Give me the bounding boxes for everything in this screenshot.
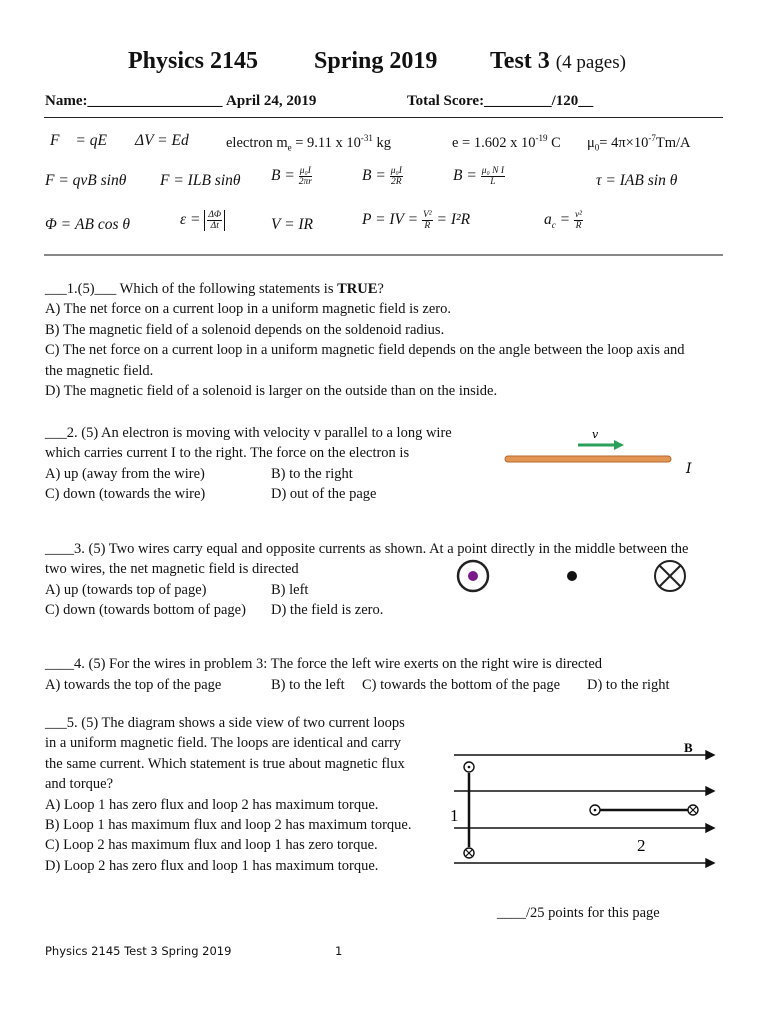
question-3-line1: ____3. (5) Two wires carry equal and opposite currents as shown. At a point directly in the middle between the — [45, 541, 689, 557]
q1-bold: TRUE — [337, 281, 378, 297]
long-wire — [505, 456, 671, 462]
field-arrow-3-icon — [706, 824, 714, 832]
field-label: B — [684, 740, 693, 755]
question-3-line2: two wires, the net magnetic field is directed — [45, 561, 299, 578]
total-score-field: Total Score:_________/120__ — [407, 93, 594, 109]
field-arrow-4-icon — [706, 859, 714, 867]
test-title — [490, 48, 626, 75]
formula-power — [362, 210, 470, 231]
power-rhs: = I²R — [436, 211, 471, 229]
question-5-option-a: A) Loop 1 has zero flux and loop 2 has maximum torque. — [45, 796, 379, 813]
formula-potential: ΔV = Ed — [135, 132, 189, 149]
question-2-line2: which carries current I to the right. The force on the electron is — [45, 445, 410, 462]
formula-wire-force: F = ILB sinθ — [160, 172, 241, 189]
question-2-option-a: A) up (away from the wire) — [45, 466, 205, 482]
question-4-option-c: C) towards the bottom of the page — [362, 677, 561, 693]
formula-emf — [180, 210, 225, 231]
formula-b-solenoid — [453, 166, 505, 187]
header-divider — [44, 117, 723, 118]
b-solenoid-den: L — [490, 177, 496, 187]
formula-b-loop — [362, 166, 403, 187]
field-arrow-2-icon — [706, 787, 714, 795]
wire-out-of-page-dot-icon — [468, 571, 478, 581]
centripetal-sub: c — [551, 220, 556, 231]
question-2-line1: ___2. (5) An electron is moving with velocity v parallel to a long wire — [45, 425, 452, 441]
b-solenoid-lhs: B = — [453, 167, 477, 185]
footer-title: Physics 2145 Test 3 Spring 2019 — [45, 944, 232, 958]
centripetal-eq: = — [555, 211, 571, 229]
question-5-option-c: C) Loop 2 has maximum flux and loop 1 has zero torque. — [45, 837, 378, 854]
velocity-arrowhead — [614, 440, 624, 450]
charge-unit: C — [547, 134, 561, 151]
question-3-option-a: A) up (towards top of page) — [45, 582, 207, 598]
two-wires-diagram — [450, 556, 720, 600]
formula-b-wire — [271, 166, 312, 187]
power-den: R — [424, 221, 431, 231]
question-1-option-d: D) The magnetic field of a solenoid is larger on the outside than on the inside. — [45, 383, 498, 400]
question-5-line4: and torque? — [45, 776, 114, 793]
power-num: V² — [422, 210, 432, 220]
q1-suffix: ? — [377, 281, 384, 297]
formula-centripetal — [544, 210, 583, 231]
question-5-line2: in a uniform magnetic field. The loops are identical and carry — [45, 735, 402, 752]
formula-lorentz: F = qvB sinθ — [45, 172, 127, 189]
page-number: 1 — [335, 944, 343, 958]
question-5-line1: ___5. (5) The diagram shows a side view of two current loops — [45, 715, 405, 731]
electron-mass-value: = 9.11 x 10 — [291, 134, 361, 151]
b-wire-lhs: B = — [271, 167, 295, 185]
question-1-option-a: A) The net force on a current loop in a uniform magnetic field is zero. — [45, 301, 451, 318]
formula-mu0 — [587, 133, 690, 153]
question-2 — [45, 423, 452, 464]
charge-exp: -19 — [535, 133, 548, 143]
formula-torque: τ = IAB sin θ — [596, 172, 678, 189]
question-5-option-b: B) Loop 1 has maximum flux and loop 2 has maximum torque. — [45, 817, 412, 834]
centripetal-num: v² — [574, 210, 583, 220]
b-loop-num: μ₀I — [390, 166, 402, 176]
mu0-symbol: μ — [587, 134, 595, 151]
electron-mass-label: electron m — [226, 134, 288, 151]
current-label: I — [686, 461, 692, 477]
b-solenoid-num: μ₀ N I — [481, 166, 505, 176]
question-4-prompt: ____4. (5) For the wires in problem 3: The force the left wire exerts on the right wire is directed — [45, 656, 603, 672]
question-1-option-c-cont: the magnetic field. — [45, 362, 154, 379]
page-points: ____/25 points for this page — [497, 905, 660, 921]
question-3-option-b: B) left — [271, 582, 309, 598]
name-field: Name:__________________ — [45, 93, 223, 109]
wire-electron-diagram — [500, 425, 720, 485]
loop-2-out-dot-icon — [594, 809, 597, 812]
formula-electron-mass — [226, 133, 391, 153]
term-title: Spring 2019 — [314, 48, 438, 74]
formula-force-field: F⃗ = qE⃗ — [50, 132, 120, 149]
mu0-sub: 0 — [594, 142, 600, 153]
question-5 — [45, 713, 411, 876]
centripetal-lhs: a — [544, 211, 552, 229]
test-label: Test 3 — [490, 48, 550, 74]
question-3-option-c: C) down (towards bottom of page) — [45, 602, 246, 618]
question-1-option-b: B) The magnetic field of a solenoid depends on the soldenoid radius. — [45, 321, 445, 338]
centripetal-den: R — [575, 221, 582, 231]
electron-mass-unit: kg — [372, 134, 391, 151]
question-1 — [45, 279, 685, 401]
formula-charge — [452, 133, 561, 152]
loop-2-label: 2 — [637, 836, 646, 855]
b-loop-lhs: B = — [362, 167, 386, 185]
b-wire-den: 2πr — [298, 177, 312, 187]
velocity-label: v — [592, 428, 599, 441]
question-4-option-b: B) to the left — [271, 677, 345, 693]
question-2-option-d: D) out of the page — [271, 486, 377, 502]
question-1-prompt — [45, 279, 685, 299]
midpoint-dot-icon — [567, 571, 577, 581]
loop-1-label: 1 — [450, 806, 459, 825]
electron-mass-sub: e — [287, 142, 292, 153]
mu0-value: = 4π×10 — [599, 134, 649, 151]
pages-note: (4 pages) — [555, 52, 626, 73]
question-1-option-c: C) The net force on a current loop in a uniform magnetic field depends on the angle between the loop axis and — [45, 342, 685, 359]
mu0-exp: -7 — [648, 133, 656, 143]
question-3-option-d: D) the field is zero. — [271, 602, 384, 618]
question-4-option-d: D) to the right — [587, 677, 670, 693]
b-wire-num: μ₀I — [299, 166, 311, 176]
field-arrow-1-icon — [706, 751, 714, 759]
formula-ohm: V = IR — [271, 216, 314, 233]
question-5-option-d: D) Loop 2 has zero flux and loop 1 has maximum torque. — [45, 857, 379, 874]
b-loop-den: 2R — [391, 177, 402, 187]
formula-flux: Φ = AB cos θ — [45, 216, 130, 233]
question-2-option-b: B) to the right — [271, 466, 353, 482]
formula-divider — [44, 254, 723, 256]
q1-prefix: ___1.(5)___ Which of the following statements is — [45, 281, 338, 297]
test-date: April 24, 2019 — [226, 93, 317, 109]
emf-lhs: ε = — [180, 211, 201, 229]
mu0-unit: Tm/A — [655, 134, 691, 151]
current-loops-diagram — [440, 735, 724, 875]
power-lhs: P = IV = — [362, 211, 419, 229]
emf-num: ΔΦ — [208, 210, 222, 220]
question-4-option-a: A) towards the top of the page — [45, 677, 222, 693]
charge-label: e = 1.602 x 10 — [452, 134, 536, 151]
question-5-line3: the same current. Which statement is true about magnetic flux — [45, 755, 405, 772]
electron-mass-exp: -31 — [360, 133, 373, 143]
course-title: Physics 2145 — [128, 48, 259, 74]
loop-1-out-dot-icon — [468, 766, 471, 769]
question-2-option-c: C) down (towards the wire) — [45, 486, 206, 502]
emf-den: Δt — [210, 221, 219, 231]
